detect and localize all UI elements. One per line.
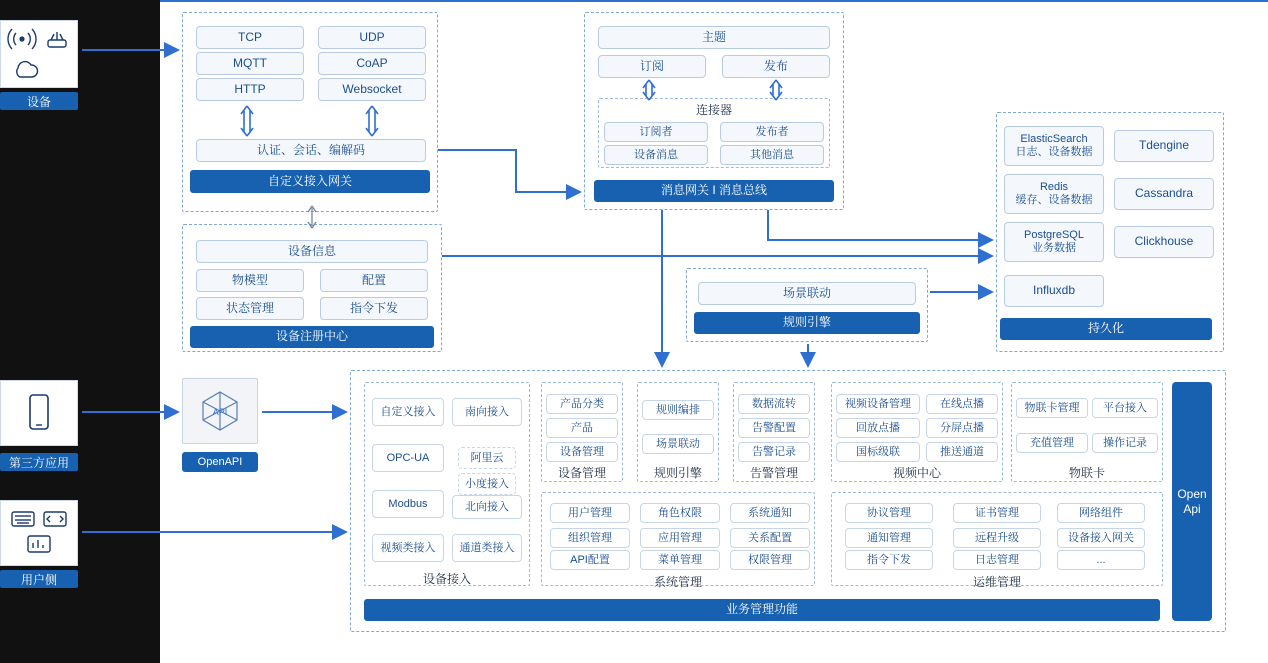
protocol-coap[interactable]: CoAP: [318, 52, 426, 75]
top-divider: [160, 0, 1268, 2]
system-item-1[interactable]: 角色权限: [640, 503, 720, 523]
connector-publisher[interactable]: 发布者: [720, 122, 824, 142]
user-side-icons: [4, 504, 74, 562]
svg-text:API: API: [212, 407, 228, 417]
rules-scene[interactable]: 场景联动: [698, 282, 916, 305]
connector-other-message[interactable]: 其他消息: [720, 145, 824, 165]
access-custom[interactable]: 自定义接入: [372, 398, 444, 426]
ops-item-2[interactable]: 网络组件: [1057, 503, 1145, 523]
device-access-title: 设备接入: [422, 572, 471, 586]
system-item-6[interactable]: API配置: [550, 550, 630, 570]
registry-config[interactable]: 配置: [320, 269, 428, 292]
ops-item-7[interactable]: 日志管理: [953, 550, 1041, 570]
group-rule-engine-title: 规则引擎: [653, 466, 702, 480]
persistence-cassandra[interactable]: Cassandra: [1114, 178, 1214, 210]
group-ops-manage-title: 运维管理: [972, 575, 1021, 589]
user-side-label: 用户侧: [0, 570, 78, 588]
device-manage-item-0[interactable]: 产品分类: [546, 394, 618, 414]
iot-card-item-1[interactable]: 平台接入: [1092, 398, 1158, 418]
system-item-0[interactable]: 用户管理: [550, 503, 630, 523]
video-item-5[interactable]: 推送通道: [926, 442, 998, 462]
ops-item-3[interactable]: 通知管理: [845, 528, 933, 548]
persistence-redis-main: Redis: [1039, 181, 1069, 194]
ops-item-0[interactable]: 协议管理: [845, 503, 933, 523]
system-item-3[interactable]: 组织管理: [550, 528, 630, 548]
connector-subscriber[interactable]: 订阅者: [604, 122, 708, 142]
user-side-card: [0, 500, 78, 566]
access-xiaodu[interactable]: 小度接入: [458, 473, 516, 495]
video-item-4[interactable]: 国标级联: [836, 442, 920, 462]
rule-engine-item-1[interactable]: 场景联动: [642, 434, 714, 454]
device-card: [0, 20, 78, 88]
group-alarm-manage-title: 告警管理: [749, 466, 798, 480]
iot-card-item-2[interactable]: 充值管理: [1016, 433, 1088, 453]
video-item-2[interactable]: 回放点播: [836, 418, 920, 438]
iot-card-item-3[interactable]: 操作记录: [1092, 433, 1158, 453]
gateway-footer[interactable]: 自定义接入网关: [190, 170, 430, 193]
ops-item-1[interactable]: 证书管理: [953, 503, 1041, 523]
persistence-postgresql-main: PostgreSQL: [1024, 229, 1084, 242]
third-party-label: 第三方应用: [0, 453, 78, 471]
registry-state[interactable]: 状态管理: [196, 297, 304, 320]
access-southbound[interactable]: 南向接入: [452, 398, 522, 426]
video-item-0[interactable]: 视频设备管理: [836, 394, 920, 414]
message-topic[interactable]: 主题: [598, 26, 830, 49]
device-manage-item-2[interactable]: 设备管理: [546, 442, 618, 462]
business-footer[interactable]: 业务管理功能: [364, 599, 1160, 621]
group-video-center-title: 视频中心: [892, 466, 941, 480]
group-device-manage-title: 设备管理: [557, 466, 606, 480]
alarm-item-0[interactable]: 数据流转: [738, 394, 810, 414]
ops-item-6[interactable]: 指令下发: [845, 550, 933, 570]
system-item-2[interactable]: 系统通知: [730, 503, 810, 523]
system-item-5[interactable]: 关系配置: [730, 528, 810, 548]
persistence-footer[interactable]: 持久化: [1000, 318, 1212, 340]
api-network-icon: [197, 388, 243, 434]
registry-footer[interactable]: 设备注册中心: [190, 326, 434, 348]
device-manage-item-1[interactable]: 产品: [546, 418, 618, 438]
system-item-4[interactable]: 应用管理: [640, 528, 720, 548]
message-publish[interactable]: 发布: [722, 55, 830, 78]
persistence-elasticsearch-main: ElasticSearch: [1020, 133, 1088, 146]
connector-title: 连接器: [695, 103, 732, 117]
message-subscribe[interactable]: 订阅: [598, 55, 706, 78]
persistence-clickhouse[interactable]: Clickhouse: [1114, 226, 1214, 258]
video-item-1[interactable]: 在线点播: [926, 394, 998, 414]
persistence-redis[interactable]: [1004, 174, 1104, 214]
iot-card-item-0[interactable]: 物联卡管理: [1016, 398, 1088, 418]
protocol-tcp[interactable]: TCP: [196, 26, 304, 49]
device-label: 设备: [0, 92, 78, 110]
persistence-elasticsearch[interactable]: [1004, 126, 1104, 166]
access-channel[interactable]: 通道类接入: [452, 534, 522, 562]
mobile-phone-icon: [24, 391, 54, 435]
persistence-elasticsearch-sub: 日志、设备数据: [1015, 146, 1093, 158]
alarm-item-1[interactable]: 告警配置: [738, 418, 810, 438]
protocol-mqtt[interactable]: MQTT: [196, 52, 304, 75]
ops-item-5[interactable]: 设备接入网关: [1057, 528, 1145, 548]
access-aliyun[interactable]: 阿里云: [458, 447, 516, 469]
system-item-8[interactable]: 权限管理: [730, 550, 810, 570]
device-icons: [4, 24, 74, 84]
persistence-tdengine[interactable]: Tdengine: [1114, 130, 1214, 162]
protocol-udp[interactable]: UDP: [318, 26, 426, 49]
openapi-side-bar[interactable]: Open Api: [1172, 382, 1212, 621]
registry-command[interactable]: 指令下发: [320, 297, 428, 320]
persistence-redis-sub: 缓存、设备数据: [1015, 194, 1093, 206]
rule-engine-item-0[interactable]: 规则编排: [642, 400, 714, 420]
persistence-postgresql[interactable]: [1004, 222, 1104, 262]
access-modbus[interactable]: Modbus: [372, 490, 444, 518]
group-iot-card-title: 物联卡: [1068, 466, 1105, 480]
access-opcua[interactable]: OPC-UA: [372, 444, 444, 472]
ops-item-4[interactable]: 远程升级: [953, 528, 1041, 548]
protocol-websocket[interactable]: Websocket: [318, 78, 426, 101]
third-party-card: [0, 380, 78, 446]
alarm-item-2[interactable]: 告警记录: [738, 442, 810, 462]
openapi-label[interactable]: OpenAPI: [182, 452, 258, 472]
registry-header[interactable]: 设备信息: [196, 240, 428, 263]
gateway-middle[interactable]: 认证、会话、编解码: [196, 139, 426, 162]
access-northbound[interactable]: 北向接入: [452, 495, 522, 519]
group-system-manage-title: 系统管理: [653, 575, 702, 589]
persistence-postgresql-sub: 业务数据: [1032, 242, 1076, 254]
rules-footer[interactable]: 规则引擎: [694, 312, 920, 334]
persistence-influxdb[interactable]: Influxdb: [1004, 275, 1104, 307]
connector-device-message[interactable]: 设备消息: [604, 145, 708, 165]
message-footer[interactable]: 消息网关 I 消息总线: [594, 180, 834, 202]
video-item-3[interactable]: 分屏点播: [926, 418, 998, 438]
registry-thing-model[interactable]: 物模型: [196, 269, 304, 292]
access-video[interactable]: 视频类接入: [372, 534, 444, 562]
ops-item-8[interactable]: ...: [1057, 550, 1145, 570]
system-item-7[interactable]: 菜单管理: [640, 550, 720, 570]
openapi-card: [182, 378, 258, 444]
protocol-http[interactable]: HTTP: [196, 78, 304, 101]
